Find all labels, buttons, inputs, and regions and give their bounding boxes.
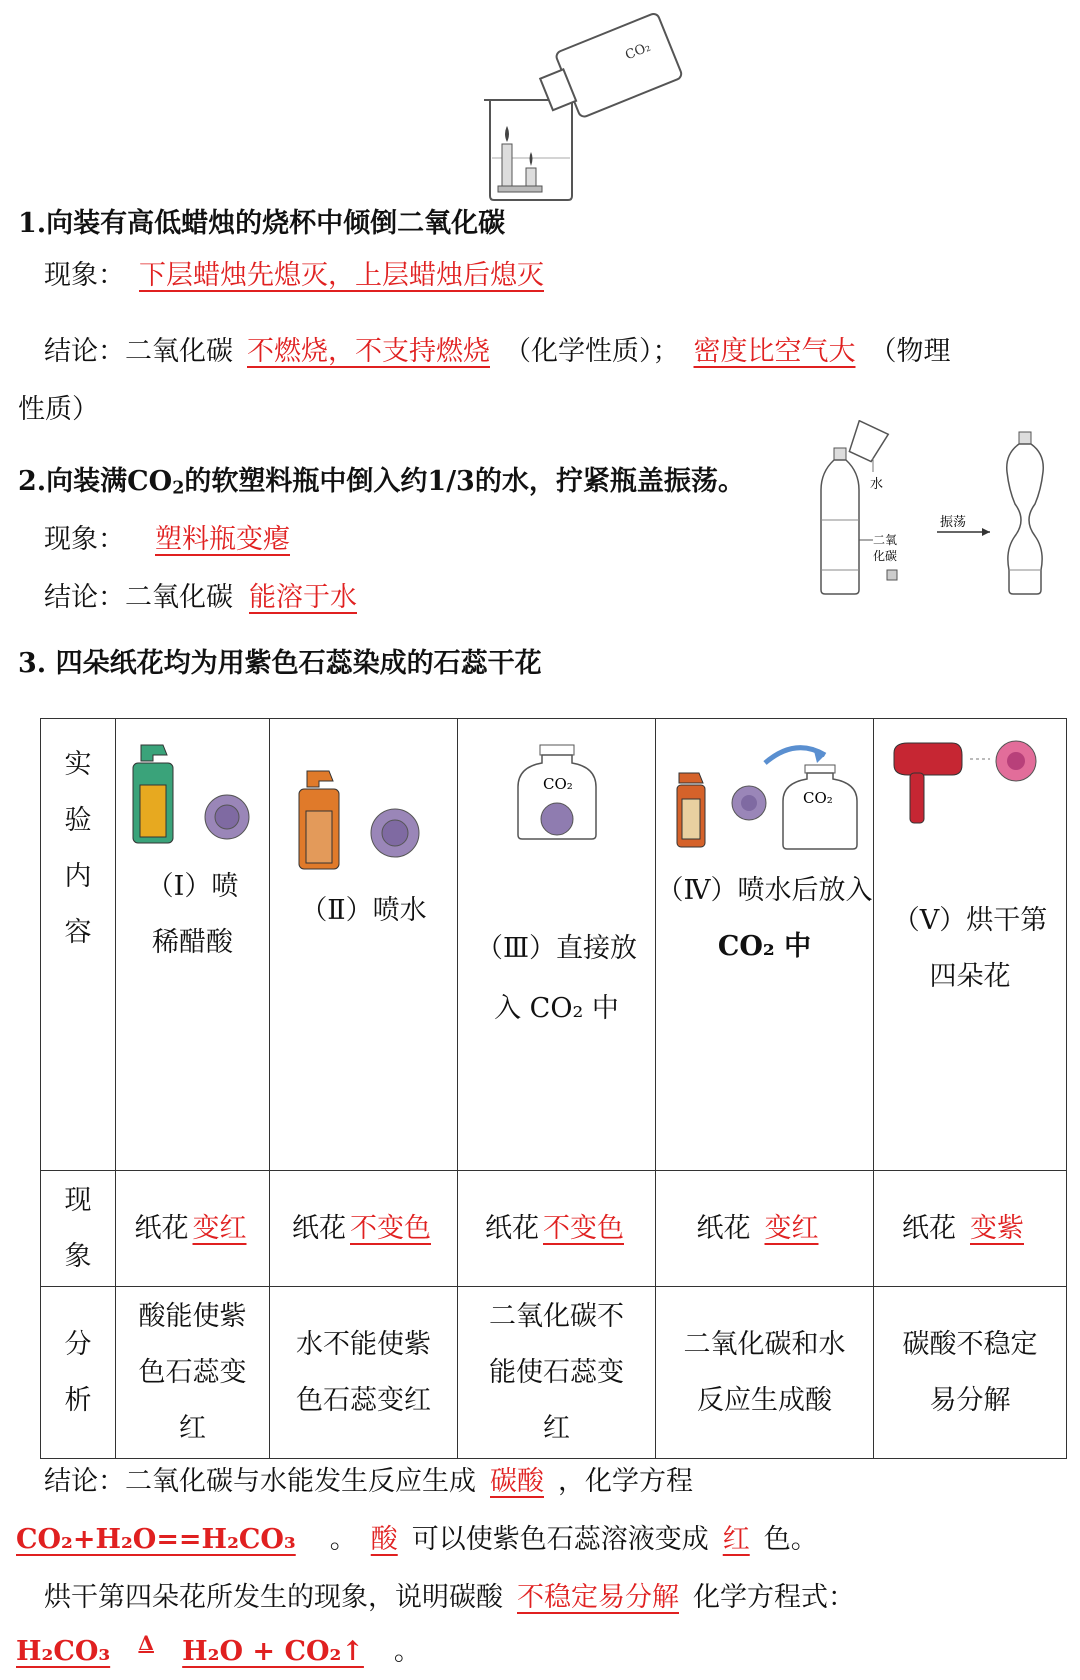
equation2-left: H₂CO₃ (16, 1636, 111, 1667)
conclusion-answer-2: 密度比空气大 (693, 336, 856, 367)
experiment-1-label-line: （Ⅰ）喷 (146, 871, 239, 902)
section2-phenomenon (44, 520, 320, 560)
analysis-line: 红 (179, 1412, 206, 1444)
phenomenon-answer: 塑料瓶变瘪 (155, 524, 290, 555)
equation-answer: CO₂+H₂O==H₂CO₃ (16, 1524, 296, 1555)
conclusion-text: 。 (393, 1636, 421, 1667)
equation2-right: H₂O + CO₂↑ (182, 1636, 364, 1667)
experiment-5-label-line: 四朵花 (929, 961, 1011, 992)
conclusion-text: 色。 (763, 1524, 818, 1555)
spray-acid-flower-illustration (123, 741, 263, 851)
conclusion-text: 。 (329, 1524, 357, 1555)
section2-title-b: 的软塑料瓶中倒入约1/3的水，拧紧瓶盖振荡。 (184, 466, 745, 497)
phenomenon-answer: 变紫 (970, 1212, 1024, 1244)
conclusion-line-4 (16, 1632, 421, 1673)
analysis-line: 易分解 (929, 1384, 1011, 1416)
section2-conclusion (44, 578, 387, 618)
experiment-4-label-line: （Ⅳ）喷水后放入 (656, 875, 873, 906)
figure1-bottle-label: CO₂ (623, 39, 653, 64)
analysis-line: 反应生成酸 (697, 1384, 832, 1416)
carbonic-acid-answer: 碳酸 (490, 1466, 544, 1497)
section2-title-a: 2.向装满CO (18, 466, 173, 497)
conclusion-label: 结论：二氧化碳 (44, 336, 233, 367)
experiment-1-analysis (116, 1287, 270, 1459)
conclusion-answer: 能溶于水 (249, 582, 357, 613)
conclusion-answer-1: 不燃烧，不支持燃烧 (247, 336, 490, 367)
shake-label: 振荡 (940, 515, 967, 530)
conclusion-label: 结论：二氧化碳 (44, 582, 233, 613)
unstable-answer: 不稳定易分解 (517, 1582, 679, 1613)
acid-answer: 酸 (370, 1524, 398, 1555)
section1-conclusion-wrap: 性质） (18, 394, 99, 425)
row-label-char: 析 (64, 1384, 92, 1416)
experiment-4-phenomenon (656, 1171, 874, 1287)
experiment-4-content (656, 719, 874, 1171)
section2-title (18, 462, 745, 509)
phenomenon-answer: 变红 (764, 1212, 819, 1244)
phenomenon-prefix: 纸花 (134, 1212, 189, 1244)
experiment-3-label-line: 入 CO₂ 中 (494, 993, 619, 1024)
conclusion-tail: （物理 (869, 336, 951, 367)
water-label: 水 (870, 477, 884, 492)
row-label-char: 象 (64, 1240, 92, 1272)
plastic-bottle-figure (815, 420, 1065, 600)
phenomenon-prefix: 纸花 (292, 1212, 346, 1244)
conclusion-text: 化学方程式： (693, 1582, 855, 1613)
experiment-3-label-line: （Ⅲ）直接放 (475, 933, 638, 964)
experiment-2-label-line: （Ⅱ）喷水 (300, 895, 427, 926)
conclusion-line-3 (44, 1578, 855, 1618)
phenomenon-answer: 变红 (192, 1212, 247, 1244)
spray-water-flower-illustration (289, 767, 439, 877)
phenomenon-answer: 不变色 (350, 1212, 431, 1244)
content-row (41, 719, 1067, 1171)
row-label-char: 现 (64, 1184, 92, 1216)
row-label-char: 实 (64, 749, 92, 780)
row-label-char: 验 (64, 805, 92, 836)
analysis-row (41, 1287, 1067, 1459)
experiment-4-label-line: CO₂ 中 (717, 931, 812, 962)
experiment-5-analysis (874, 1287, 1067, 1459)
analysis-line: 酸能使紫 (138, 1300, 247, 1332)
experiment-3-phenomenon (458, 1171, 656, 1287)
conclusion-text: ，化学方程 (558, 1466, 693, 1497)
analysis-line: 色石蕊变红 (296, 1384, 431, 1416)
experiment-5-content (874, 719, 1067, 1171)
row-label-content (41, 719, 116, 1171)
phenomenon-label: 现象： (44, 260, 125, 291)
analysis-line: 二氧化碳不 (489, 1300, 624, 1332)
conclusion-mid: （化学性质）； (504, 336, 680, 367)
phenomenon-answer: 不变色 (543, 1212, 624, 1244)
analysis-line: 色石蕊变 (138, 1356, 247, 1388)
row-label-char: 分 (64, 1328, 92, 1360)
co2-label-1: 二氧 (873, 533, 898, 547)
co2-label-2: 化碳 (873, 549, 898, 563)
experiment-1-content (116, 719, 270, 1171)
equation2-condition: Δ (138, 1631, 154, 1655)
beaker-co2-figure (480, 8, 690, 203)
jar-label: CO₂ (542, 775, 573, 793)
phenomenon-label: 现象： (44, 524, 125, 555)
section1-conclusion (44, 332, 951, 372)
experiment-4-analysis (656, 1287, 874, 1459)
phenomenon-row (41, 1171, 1067, 1287)
phenomenon-prefix: 纸花 (902, 1212, 956, 1244)
section1-title: 1.向装有高低蜡烛的烧杯中倾倒二氧化碳 (18, 208, 506, 239)
spray-then-jar-illustration (665, 733, 865, 853)
row-label-analysis (41, 1287, 116, 1459)
experiment-2-content (270, 719, 458, 1171)
row-label-char: 内 (64, 861, 92, 892)
analysis-line: 碳酸不稳定 (902, 1328, 1038, 1360)
hairdryer-flower-illustration (890, 739, 1050, 839)
co2-jar-flower-illustration (512, 743, 602, 843)
row-label-char: 容 (64, 917, 92, 948)
conclusion-line-2 (16, 1520, 818, 1560)
experiment-1-label-line: 稀醋酸 (152, 927, 233, 958)
analysis-line: 二氧化碳和水 (683, 1328, 846, 1360)
conclusion-text: 结论：二氧化碳与水能发生反应生成 (44, 1466, 476, 1497)
analysis-line: 水不能使紫 (296, 1328, 431, 1360)
jar-label: CO₂ (802, 789, 833, 807)
experiment-3-analysis (458, 1287, 656, 1459)
color-answer: 红 (722, 1524, 750, 1555)
phenomenon-prefix: 纸花 (696, 1212, 751, 1244)
conclusion-text: 烘干第四朵花所发生的现象，说明碳酸 (44, 1582, 503, 1613)
experiment-1-phenomenon (116, 1171, 270, 1287)
experiment-3-content (458, 719, 656, 1171)
conclusion-text: 可以使紫色石蕊溶液变成 (411, 1524, 709, 1555)
analysis-line: 能使石蕊变 (489, 1356, 624, 1388)
experiment-5-phenomenon (874, 1171, 1067, 1287)
analysis-line: 红 (543, 1412, 570, 1444)
experiment-5-label-line: （Ⅴ）烘干第 (892, 905, 1048, 936)
conclusion-line-1 (44, 1462, 693, 1502)
section2-title-sub: 2 (172, 478, 185, 499)
experiment-2-analysis (270, 1287, 458, 1459)
experiment-table (40, 718, 1067, 1459)
phenomenon-answer: 下层蜡烛先熄灭，上层蜡烛后熄灭 (139, 260, 544, 291)
phenomenon-prefix: 纸花 (485, 1212, 539, 1244)
row-label-phenomenon (41, 1171, 116, 1287)
section1-phenomenon (44, 256, 558, 296)
experiment-2-phenomenon (270, 1171, 458, 1287)
section3-title: 3. 四朵纸花均为用紫色石蕊染成的石蕊干花 (18, 648, 542, 679)
